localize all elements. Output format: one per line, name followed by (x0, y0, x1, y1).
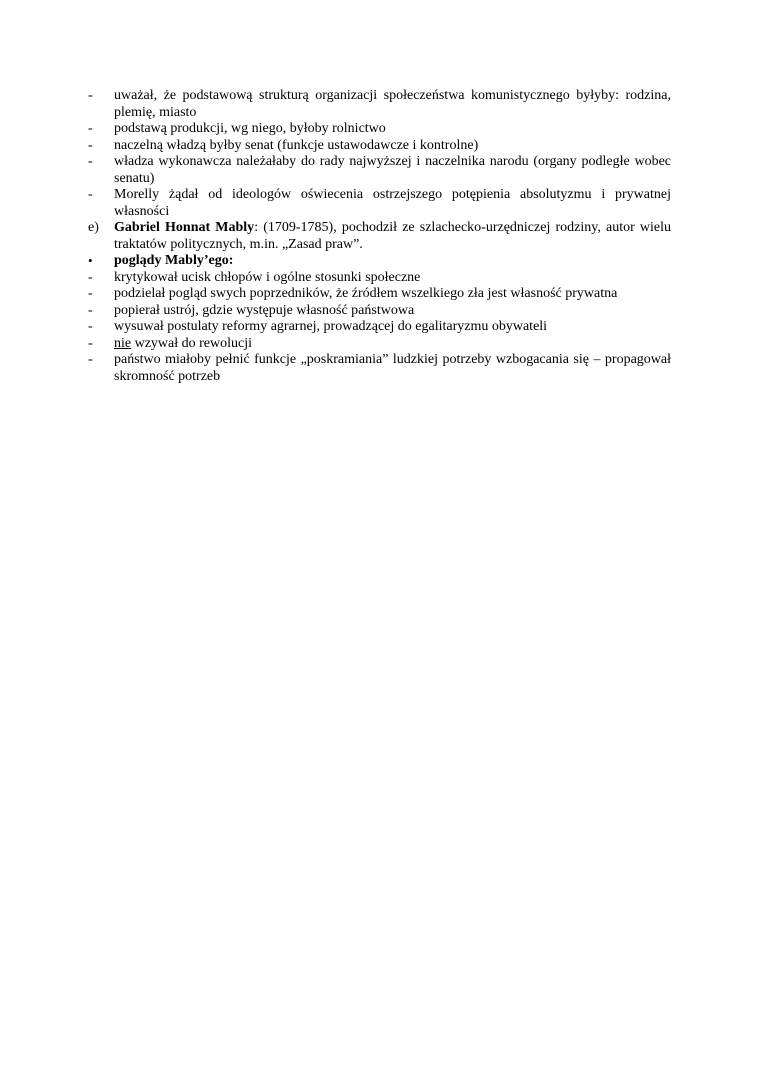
list-item (88, 154, 671, 187)
section-letter-marker: e) (88, 220, 99, 235)
section-heading-item (88, 220, 671, 253)
list-item (88, 88, 671, 121)
list-item (88, 352, 671, 385)
dash-marker: - (88, 154, 93, 169)
section-description: : (1709-1785), pochodził ze szlachecko-urzędniczej rodziny, autor wielu traktatów politycznych, m.in. „Zasad praw”. (114, 220, 671, 252)
dash-marker: - (88, 286, 93, 301)
list-item-text: podstawą produkcji, wg niego, byłoby rolnictwo (114, 121, 386, 136)
dash-marker: - (88, 352, 93, 367)
dash-marker: - (88, 187, 93, 202)
list-item (88, 319, 671, 336)
list-item (88, 138, 671, 155)
document-content (88, 88, 671, 385)
bullet-marker: • (88, 253, 93, 268)
person-name: Gabriel Honnat Mably (114, 220, 255, 235)
list-item-text: wysuwał postulaty reformy agrarnej, prowadzącej do egalitaryzmu obywateli (114, 319, 548, 334)
list-item-text: Morelly żądał od ideologów oświecenia ostrzejszego potępienia absolutyzmu i prywatnej własności (114, 187, 671, 219)
bullet-heading-item (88, 253, 671, 270)
list-item-text: krytykował ucisk chłopów i ogólne stosunki społeczne (114, 269, 421, 285)
section-heading-text (114, 220, 671, 253)
dash-marker: - (88, 319, 93, 334)
list-item (88, 286, 671, 303)
list-item-text (114, 336, 671, 353)
dash-marker: - (88, 335, 93, 351)
list-item-text: państwo miałoby pełnić funkcje „poskramiania” ludzkiej potrzeby wzbogacania się – propagował skromność potrzeb (114, 352, 671, 384)
list-item (88, 336, 671, 353)
list-item-text: władza wykonawcza należałaby do rady najwyższej i naczelnika narodu (organy podległe wobec senatu) (114, 154, 671, 186)
list-item (88, 187, 671, 220)
dash-marker: - (88, 88, 93, 103)
list-item-text-rest: wzywał do rewolucji (131, 335, 253, 351)
list-item-text: uważał, że podstawową strukturą organizacji społeczeństwa komunistycznego byłyby: rodzina, plemię, miasto (114, 88, 671, 120)
list-item-text: popierał ustrój, gdzie występuje własność państwowa (114, 302, 415, 318)
dash-marker: - (88, 137, 93, 153)
list-item-text: naczelną władzą byłby senat (funkcje ustawodawcze i kontrolne) (114, 137, 479, 153)
list-item (88, 270, 671, 287)
dash-marker: - (88, 269, 93, 285)
underlined-word: nie (114, 335, 132, 351)
list-item (88, 121, 671, 138)
dash-marker: - (88, 121, 93, 136)
list-item (88, 303, 671, 320)
list-item-text: podzielał pogląd swych poprzedników, że źródłem wszelkiego zła jest własność prywatna (114, 286, 618, 301)
bullet-heading-text: poglądy Mably’ego: (114, 253, 234, 268)
dash-marker: - (88, 302, 93, 318)
